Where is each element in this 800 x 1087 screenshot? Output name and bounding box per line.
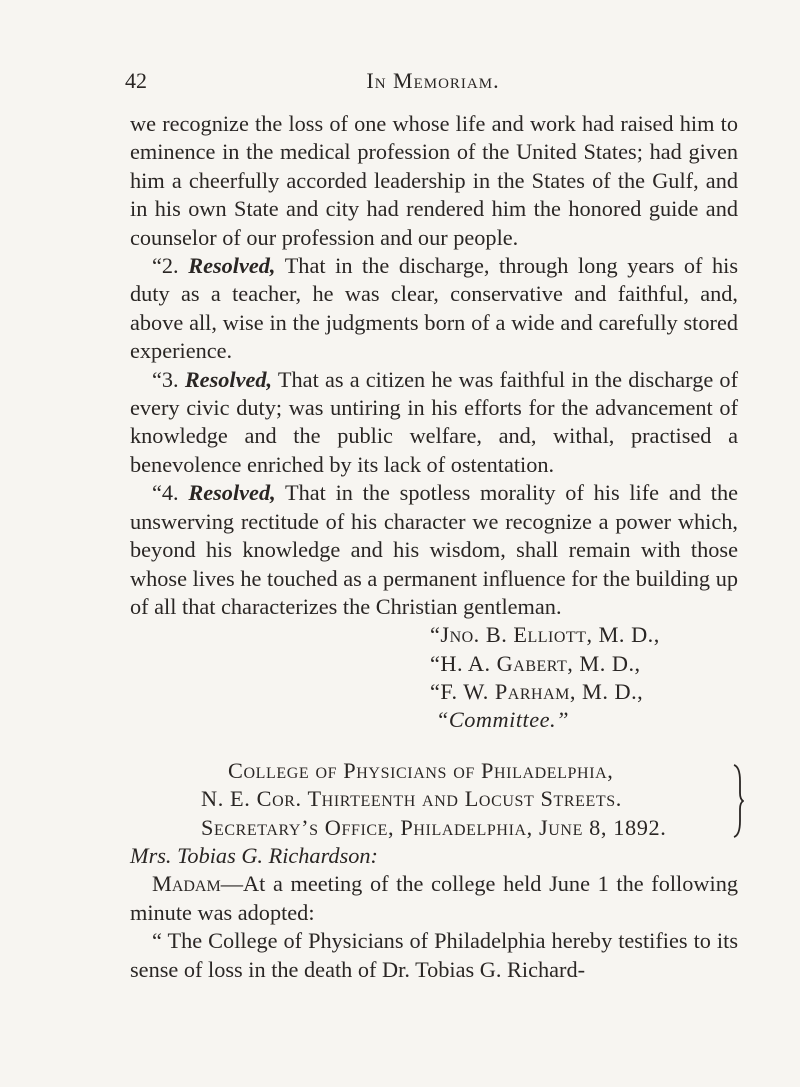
madam-word: Madam (152, 871, 221, 897)
address-line: N. E. Cor. Thirteenth and Locust Streets. (201, 786, 622, 812)
committee-label: “Committee.” (436, 707, 569, 733)
address-line: Secretary’s Office, Philadelphia, June 8, 1892. (201, 814, 667, 840)
salutation: Mrs. Tobias G. Richardson: (130, 843, 378, 869)
signature-line: “Jno. B. Elliott, M. D., (430, 622, 660, 648)
resolution-text: That in the spotless morality of his life and the unswerving rectitude of his character we recognize a power which, beyond his knowledge and his wisdom, shall remain with those whose lives he touched as a permanent influence for the building up of all that characterizes the Christian gentleman. (130, 480, 738, 619)
body-text (130, 110, 738, 984)
page-header (125, 62, 741, 102)
address-line: College of Physicians of Philadelphia, (228, 757, 614, 783)
page-number: 42 (125, 68, 147, 93)
resolved-word: Resolved, (184, 366, 273, 392)
running-title: In Memoriam. (366, 68, 500, 93)
resolution-text: That as a citizen he was faithful in the discharge of every civic duty; was untiring in his efforts for the advancement of knowledge and the public welfare, and, withal, practised a benevolence enriched by its lack of ostentation. (130, 366, 738, 477)
signature-line: “H. A. Gabert, M. D., (430, 650, 641, 676)
minute-intro (130, 870, 738, 927)
resolved-word: Resolved, (188, 253, 276, 279)
final-paragraph: “ The College of Physicians of Philadelphia hereby testifies to its sense of loss in the death of Dr. Tobias G. Richard- (130, 928, 738, 982)
signature-block (430, 621, 738, 735)
resolution-2 (130, 252, 738, 366)
resolution-number: “2. (152, 253, 189, 279)
resolved-word: Resolved, (188, 480, 276, 506)
resolution-4 (130, 479, 738, 621)
minute-intro-text: —At a meeting of the college held June 1 the following minute was adopted: (130, 871, 738, 925)
resolution-text: That in the discharge, through long years of his duty as a teacher, he was clear, conservative and faithful, and, above all, wise in the judgments born of a wide and carefully stored experience. (130, 253, 738, 364)
resolution-number: “3. (152, 366, 185, 392)
resolution-number: “4. (152, 480, 189, 506)
resolution-3 (130, 366, 738, 480)
address-block (156, 757, 738, 842)
signature-line: “F. W. Parham, M. D., (430, 679, 644, 705)
paragraph-1: we recognize the loss of one whose life and work had raised him to eminence in the medical profession of the United States; had given him a cheerfully accorded leadership in the States of the Gulf, and in his own State and city had rendered him the honored guide and counselor of our profession and our people. (130, 111, 738, 250)
brace-icon (732, 763, 744, 839)
